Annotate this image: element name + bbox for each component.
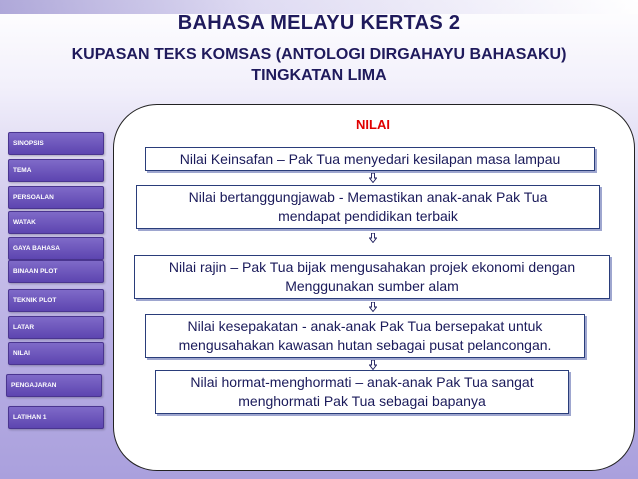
box-line: Nilai hormat-menghormati – anak-anak Pak Tua sangat [190, 374, 534, 390]
box-line: menghormati Pak Tua sebagai bapanya [238, 393, 486, 409]
nilai-box-bertanggungjawab [136, 185, 600, 229]
nilai-box-rajin [134, 255, 610, 299]
subtitle-line-1: KUPASAN TEKS KOMSAS (ANTOLOGI DIRGAHAYU BAHASAKU) [71, 46, 567, 63]
sidebar-item-gaya-bahasa[interactable]: GAYA BAHASA [8, 237, 104, 260]
sidebar-item-latihan-1[interactable]: LATIHAN 1 [8, 406, 104, 429]
box-line: Nilai Keinsafan – Pak Tua menyedari kesilapan masa lampau [179, 150, 561, 167]
sidebar-item-pengajaran[interactable]: PENGAJARAN [6, 374, 102, 397]
box-line: Nilai rajin – Pak Tua bijak mengusahakan projek ekonomi dengan [168, 259, 576, 275]
box-line: mengusahakan kawasan hutan sebagai pusat pelancongan. [178, 337, 552, 353]
panel-title: NILAI [356, 117, 390, 132]
sidebar-item-watak[interactable]: WATAK [8, 211, 104, 234]
nilai-box-hormat [155, 370, 569, 414]
sidebar-item-nilai[interactable]: NILAI [8, 342, 104, 365]
box-line: Nilai kesepakatan - anak-anak Pak Tua bersepakat untuk [187, 318, 543, 334]
arrow-down-icon [369, 360, 377, 370]
sidebar-item-persoalan[interactable]: PERSOALAN [8, 186, 104, 209]
sidebar-item-sinopsis[interactable]: SINOPSIS [8, 132, 104, 155]
nilai-box-keinsafan [145, 147, 595, 171]
nilai-box-kesepakatan [145, 314, 585, 358]
box-line: Nilai bertanggungjawab - Memastikan anak-anak Pak Tua [188, 189, 548, 205]
arrow-down-icon [369, 233, 377, 243]
box-line: mendapat pendidikan terbaik [278, 208, 458, 224]
sidebar-item-latar[interactable]: LATAR [8, 316, 104, 339]
sidebar-item-teknik-plot[interactable]: TEKNIK PLOT [8, 289, 104, 312]
box-line: Menggunakan sumber alam [285, 278, 459, 294]
sidebar-item-tema[interactable]: TEMA [8, 159, 104, 182]
page-subtitle [0, 44, 638, 86]
page-title: BAHASA MELAYU KERTAS 2 [177, 12, 461, 34]
sidebar-item-binaan-plot[interactable]: BINAAN PLOT [8, 260, 104, 283]
arrow-down-icon [369, 302, 377, 312]
subtitle-line-2: TINGKATAN LIMA [251, 67, 387, 84]
arrow-down-icon [369, 173, 377, 183]
